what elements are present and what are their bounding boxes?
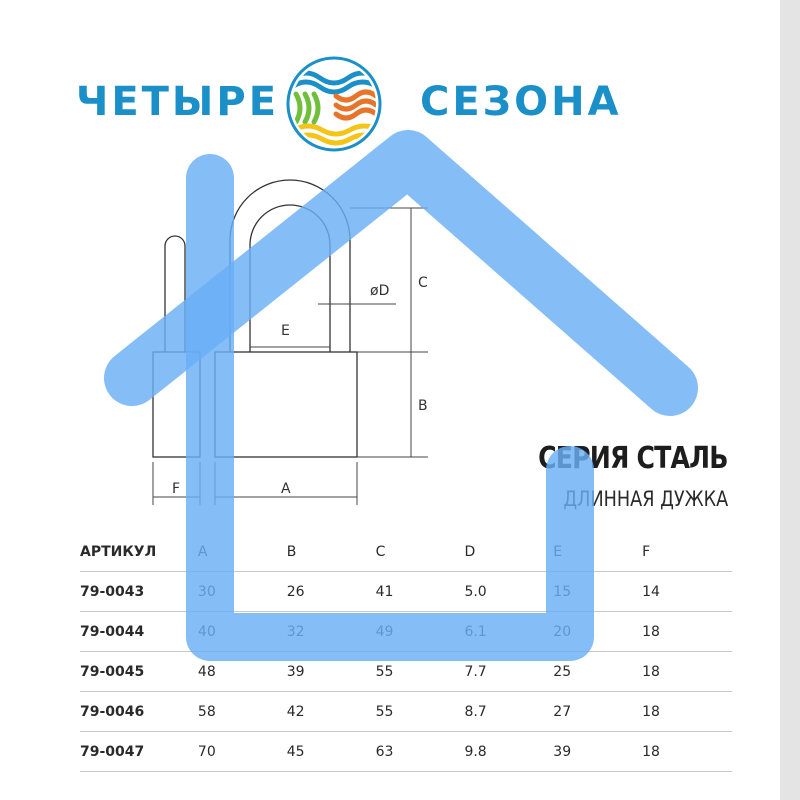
article-cell: 79-0045 <box>80 652 198 692</box>
table-cell: 45 <box>287 732 376 772</box>
table-cell: 63 <box>376 732 465 772</box>
side-view-shackle <box>165 236 185 352</box>
column-header: D <box>464 532 553 572</box>
table-cell: 49 <box>376 612 465 652</box>
table-cell: 55 <box>376 692 465 732</box>
table-cell: 42 <box>287 692 376 732</box>
table-cell: 18 <box>642 652 732 692</box>
brand-name-right: СЕЗОНА <box>420 79 622 125</box>
table-cell: 18 <box>642 692 732 732</box>
table-cell: 39 <box>553 732 642 772</box>
table-cell: 40 <box>198 612 287 652</box>
article-cell: 79-0043 <box>80 572 198 612</box>
table-cell: 25 <box>553 652 642 692</box>
column-header: B <box>287 532 376 572</box>
table-cell: 55 <box>376 652 465 692</box>
side-view-body <box>153 352 200 457</box>
column-header: C <box>376 532 465 572</box>
dim-label-a: A <box>281 481 291 497</box>
table-row <box>80 732 732 772</box>
front-view-body <box>215 352 357 457</box>
article-cell: 79-0046 <box>80 692 198 732</box>
dim-label-f: F <box>172 481 181 497</box>
dim-label-d: øD <box>370 283 390 299</box>
table-cell: 6.1 <box>464 612 553 652</box>
table-row <box>80 652 732 692</box>
column-header: A <box>198 532 287 572</box>
table-cell: 18 <box>642 612 732 652</box>
table-cell: 48 <box>198 652 287 692</box>
dim-label-b: B <box>418 398 428 414</box>
table-cell: 15 <box>553 572 642 612</box>
front-view-shackle-inner <box>250 205 330 352</box>
table-cell: 14 <box>642 572 732 612</box>
table-cell: 27 <box>553 692 642 732</box>
table-row <box>80 612 732 652</box>
table-cell: 20 <box>553 612 642 652</box>
table-cell: 8.7 <box>464 692 553 732</box>
table-cell: 70 <box>198 732 287 772</box>
column-header: F <box>642 532 732 572</box>
article-cell: 79-0044 <box>80 612 198 652</box>
column-header: E <box>553 532 642 572</box>
table-header-row <box>80 532 732 572</box>
table-cell: 26 <box>287 572 376 612</box>
dim-label-e: E <box>281 323 290 339</box>
table-cell: 58 <box>198 692 287 732</box>
dim-label-c: C <box>418 275 428 291</box>
series-title: СЕРИЯ СТАЛЬ <box>538 441 728 476</box>
column-header: АРТИКУЛ <box>80 532 198 572</box>
table-row <box>80 692 732 732</box>
table-cell: 30 <box>198 572 287 612</box>
table-cell: 5.0 <box>464 572 553 612</box>
article-cell: 79-0047 <box>80 732 198 772</box>
table-cell: 9.8 <box>464 732 553 772</box>
table-cell: 41 <box>376 572 465 612</box>
front-view-shackle-outer <box>230 180 350 352</box>
brand-name-left: ЧЕТЫРЕ <box>76 79 280 125</box>
table-cell: 18 <box>642 732 732 772</box>
table-row <box>80 572 732 612</box>
table-cell: 32 <box>287 612 376 652</box>
series-subtitle: ДЛИННАЯ ДУЖКА <box>563 487 728 511</box>
table-cell: 39 <box>287 652 376 692</box>
table-cell: 7.7 <box>464 652 553 692</box>
dimensions-table <box>80 532 732 772</box>
